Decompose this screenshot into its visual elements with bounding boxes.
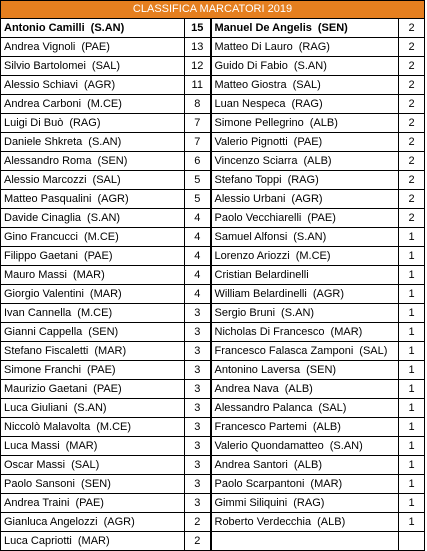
table-row — [1, 266, 425, 285]
team-code: (SEN) — [317, 22, 348, 34]
table-row — [1, 209, 425, 228]
team-code: (AGR) — [97, 193, 129, 205]
right-goals-cell: 1 — [399, 304, 425, 323]
left-scorer-name-cell — [1, 114, 185, 133]
player-name: Giorgio Valentini — [4, 288, 84, 300]
player-name: Valerio Pignotti — [214, 136, 288, 148]
team-code: (PAE) — [307, 212, 336, 224]
right-goals-cell: 2 — [399, 171, 425, 190]
team-code: (SAL) — [91, 60, 121, 72]
left-scorer-name-cell — [1, 456, 185, 475]
team-code: (AGR) — [291, 193, 323, 205]
team-code: (S.AN) — [90, 22, 125, 34]
player-name: Matteo Giostra — [214, 79, 287, 91]
player-name: Paolo Scarpantoni — [214, 478, 305, 490]
left-goals-cell: 4 — [185, 266, 211, 285]
player-name: Manuel De Angelis — [214, 22, 312, 34]
right-scorer-name-cell — [211, 133, 399, 152]
left-scorer-name-cell — [1, 38, 185, 57]
player-name: Alessio Marcozzi — [4, 174, 87, 186]
player-name: Luca Giuliani — [4, 402, 68, 414]
right-scorer-name-cell — [211, 304, 399, 323]
left-scorer-name-cell — [1, 57, 185, 76]
team-code: (M.CE) — [87, 98, 122, 110]
team-code: (SAL) — [92, 174, 121, 186]
table-row — [1, 418, 425, 437]
left-scorer-name-cell — [1, 532, 185, 551]
right-goals-cell: 1 — [399, 494, 425, 513]
right-scorer-name-cell — [211, 323, 399, 342]
player-name: Luca Capriotti — [4, 535, 72, 547]
player-name: Oscar Massi — [4, 459, 66, 471]
table-row — [1, 114, 425, 133]
player-name: Alessio Urbani — [214, 193, 286, 205]
left-scorer-name-cell — [1, 95, 185, 114]
player-name: Gianni Cappella — [4, 326, 83, 338]
team-code: (ALB) — [303, 155, 332, 167]
right-goals-cell: 2 — [399, 133, 425, 152]
right-goals-cell: 1 — [399, 418, 425, 437]
player-name: Valerio Quondamatteo — [214, 440, 324, 452]
left-goals-cell: 7 — [185, 114, 211, 133]
team-code: (MAR) — [330, 326, 363, 338]
team-code: (PAE) — [293, 136, 323, 148]
table-row — [1, 513, 425, 532]
team-code: (PAE) — [81, 41, 110, 53]
left-goals-cell: 8 — [185, 95, 211, 114]
left-scorer-name-cell — [1, 475, 185, 494]
player-name: Antonino Laversa — [214, 364, 301, 376]
table-row — [1, 361, 425, 380]
team-code: (MAR) — [65, 440, 98, 452]
right-scorer-name-cell — [211, 190, 399, 209]
team-code: (MAR) — [77, 535, 110, 547]
player-name: Luan Nespeca — [214, 98, 286, 110]
team-code: (AGR) — [312, 288, 344, 300]
table-row — [1, 285, 425, 304]
left-goals-cell: 3 — [185, 475, 211, 494]
team-code: (SAL) — [292, 79, 321, 91]
right-goals-cell: 1 — [399, 247, 425, 266]
right-goals-cell: 2 — [399, 114, 425, 133]
player-name: Andrea Vignoli — [4, 41, 76, 53]
table-row — [1, 342, 425, 361]
table-row — [1, 133, 425, 152]
team-code: (PAE) — [75, 497, 104, 509]
player-name: Cristian Belardinelli — [214, 269, 309, 281]
left-scorer-name-cell — [1, 228, 185, 247]
right-goals-cell: 2 — [399, 57, 425, 76]
team-code: (S.AN) — [281, 307, 315, 319]
player-name: Andrea Carboni — [4, 98, 82, 110]
team-code: (PAE) — [87, 364, 116, 376]
left-goals-cell: 3 — [185, 494, 211, 513]
left-scorer-name-cell — [1, 171, 185, 190]
player-name: Andrea Traini — [4, 497, 70, 509]
team-code: (RAG) — [293, 497, 325, 509]
right-goals-cell: 2 — [399, 209, 425, 228]
team-code: (S.AN) — [293, 60, 327, 72]
team-code: (M.CE) — [295, 250, 331, 262]
right-goals-cell: 2 — [399, 38, 425, 57]
table-row — [1, 38, 425, 57]
team-code: (RAG) — [291, 98, 323, 110]
team-code: (ALB) — [293, 459, 323, 471]
right-goals-cell: 2 — [399, 190, 425, 209]
right-goals-cell: 1 — [399, 399, 425, 418]
left-goals-cell: 3 — [185, 304, 211, 323]
right-scorer-name-cell — [211, 437, 399, 456]
left-goals-cell: 3 — [185, 418, 211, 437]
left-goals-cell: 11 — [185, 76, 211, 95]
team-code: (RAG) — [287, 174, 319, 186]
left-scorer-name-cell — [1, 418, 185, 437]
right-goals-cell: 2 — [399, 95, 425, 114]
team-code: (RAG) — [69, 117, 101, 129]
player-name: Gianluca Angelozzi — [4, 516, 98, 528]
right-scorer-name-cell — [211, 494, 399, 513]
right-scorer-name-cell — [211, 266, 399, 285]
team-code: (ALB) — [309, 117, 338, 129]
left-scorer-name-cell — [1, 380, 185, 399]
player-name: Niccolò Malavolta — [4, 421, 91, 433]
right-scorer-name-cell — [211, 171, 399, 190]
team-code: (SEN) — [97, 155, 128, 167]
right-goals-cell: 1 — [399, 380, 425, 399]
player-name: Filippo Gaetani — [4, 250, 78, 262]
left-scorer-name-cell — [1, 494, 185, 513]
left-goals-cell: 3 — [185, 437, 211, 456]
right-goals-cell: 2 — [399, 19, 425, 38]
player-name: Gino Francucci — [4, 231, 78, 243]
right-goals-cell: 1 — [399, 475, 425, 494]
player-name: Samuel Alfonsi — [214, 231, 288, 243]
right-scorer-name-cell — [211, 38, 399, 57]
right-goals-cell: 1 — [399, 437, 425, 456]
right-goals-cell: 1 — [399, 361, 425, 380]
team-code: (AGR) — [103, 516, 135, 528]
left-scorer-name-cell — [1, 190, 185, 209]
left-scorer-name-cell — [1, 266, 185, 285]
table-row — [1, 380, 425, 399]
left-goals-cell: 3 — [185, 399, 211, 418]
player-name: Paolo Vecchiarelli — [214, 212, 302, 224]
player-name: Simone Pellegrino — [214, 117, 304, 129]
left-goals-cell: 2 — [185, 513, 211, 532]
left-goals-cell: 15 — [185, 19, 211, 38]
team-code: (SEN) — [88, 326, 119, 338]
left-goals-cell: 4 — [185, 209, 211, 228]
player-name: Luca Massi — [4, 440, 60, 452]
player-name: Silvio Bartolomei — [4, 60, 86, 72]
left-scorer-name-cell — [1, 323, 185, 342]
team-code: (S.AN) — [73, 402, 107, 414]
team-code: (SAL) — [71, 459, 100, 471]
team-code: (S.AN) — [88, 136, 122, 148]
team-code: (SAL) — [318, 402, 347, 414]
player-name: Luigi Di Buò — [4, 117, 64, 129]
right-scorer-name-cell — [211, 228, 399, 247]
player-name: Stefano Toppi — [214, 174, 282, 186]
left-scorer-name-cell — [1, 285, 185, 304]
right-scorer-name-cell — [211, 285, 399, 304]
right-goals-cell: 1 — [399, 342, 425, 361]
table-row — [1, 19, 425, 38]
right-goals-cell: 2 — [399, 76, 425, 95]
right-scorer-name-cell — [211, 532, 399, 551]
team-code: (S.AN) — [87, 212, 121, 224]
table-row — [1, 304, 425, 323]
player-name: Maurizio Gaetani — [4, 383, 88, 395]
team-code: (SAL) — [359, 345, 388, 357]
right-goals-cell: 1 — [399, 323, 425, 342]
left-goals-cell: 3 — [185, 342, 211, 361]
right-scorer-name-cell — [211, 247, 399, 266]
table-row — [1, 152, 425, 171]
player-name: Roberto Verdecchia — [214, 516, 312, 528]
right-scorer-name-cell — [211, 209, 399, 228]
player-name: Daniele Shkreta — [4, 136, 83, 148]
team-code: (AGR) — [83, 79, 116, 91]
table-row — [1, 76, 425, 95]
right-scorer-name-cell — [211, 380, 399, 399]
right-scorer-name-cell — [211, 95, 399, 114]
left-scorer-name-cell — [1, 437, 185, 456]
left-goals-cell: 2 — [185, 532, 211, 551]
table-row — [1, 57, 425, 76]
team-code: (M.CE) — [77, 307, 113, 319]
player-name: Gimmi Siliquini — [214, 497, 288, 509]
player-name: Mauro Massi — [4, 269, 67, 281]
right-goals-cell: 1 — [399, 228, 425, 247]
left-goals-cell: 13 — [185, 38, 211, 57]
left-goals-cell: 4 — [185, 228, 211, 247]
team-code: (M.CE) — [96, 421, 132, 433]
table-row — [1, 171, 425, 190]
left-goals-cell: 12 — [185, 57, 211, 76]
left-goals-cell: 4 — [185, 285, 211, 304]
right-goals-cell: 1 — [399, 266, 425, 285]
team-code: (M.CE) — [83, 231, 119, 243]
player-name: Matteo Di Lauro — [214, 41, 293, 53]
table-row — [1, 399, 425, 418]
right-scorer-name-cell — [211, 342, 399, 361]
player-name: Guido Di Fabio — [214, 60, 288, 72]
table-row — [1, 456, 425, 475]
right-scorer-name-cell — [211, 76, 399, 95]
player-name: Alessandro Palanca — [214, 402, 313, 414]
right-scorer-name-cell — [211, 456, 399, 475]
team-code: (SEN) — [306, 364, 337, 376]
right-scorer-name-cell — [211, 19, 399, 38]
left-scorer-name-cell — [1, 152, 185, 171]
left-goals-cell: 5 — [185, 171, 211, 190]
right-goals-cell: 1 — [399, 285, 425, 304]
left-goals-cell: 3 — [185, 456, 211, 475]
table-row — [1, 532, 425, 551]
team-code: (MAR) — [72, 269, 105, 281]
right-scorer-name-cell — [211, 475, 399, 494]
left-goals-cell: 6 — [185, 152, 211, 171]
table-row — [1, 437, 425, 456]
right-goals-cell — [399, 532, 425, 551]
right-goals-cell: 1 — [399, 513, 425, 532]
left-scorer-name-cell — [1, 361, 185, 380]
player-name: Matteo Pasqualini — [4, 193, 92, 205]
left-scorer-name-cell — [1, 399, 185, 418]
left-goals-cell: 3 — [185, 323, 211, 342]
team-code: (MAR) — [89, 288, 122, 300]
left-scorer-name-cell — [1, 513, 185, 532]
player-name: Nicholas Di Francesco — [214, 326, 325, 338]
left-scorer-name-cell — [1, 247, 185, 266]
team-code: (ALB) — [317, 516, 346, 528]
team-code: (MAR) — [94, 345, 127, 357]
player-name: Andrea Nava — [214, 383, 279, 395]
left-scorer-name-cell — [1, 304, 185, 323]
team-code: (S.AN) — [329, 440, 363, 452]
player-name: Lorenzo Ariozzi — [214, 250, 290, 262]
table-row — [1, 95, 425, 114]
right-scorer-name-cell — [211, 399, 399, 418]
left-scorer-name-cell — [1, 19, 185, 38]
table-row — [1, 494, 425, 513]
team-code: (PAE) — [93, 383, 122, 395]
left-scorer-name-cell — [1, 209, 185, 228]
player-name: Francesco Falasca Zamponi — [214, 345, 354, 357]
player-name: Francesco Partemi — [214, 421, 307, 433]
left-goals-cell: 4 — [185, 247, 211, 266]
left-goals-cell: 7 — [185, 133, 211, 152]
player-name: William Belardinelli — [214, 288, 307, 300]
team-code: (PAE) — [84, 250, 113, 262]
table-row — [1, 247, 425, 266]
table-row — [1, 190, 425, 209]
table-row — [1, 323, 425, 342]
player-name: Paolo Sansoni — [4, 478, 75, 490]
player-name: Alessio Schiavi — [4, 79, 78, 91]
player-name: Alessandro Roma — [4, 155, 92, 167]
left-scorer-name-cell — [1, 133, 185, 152]
team-code: (MAR) — [310, 478, 343, 490]
team-code: (SEN) — [80, 478, 111, 490]
player-name: Sergio Bruni — [214, 307, 276, 319]
table-title: CLASSIFICA MARCATORI 2019 — [1, 1, 425, 19]
right-scorer-name-cell — [211, 114, 399, 133]
player-name: Andrea Santori — [214, 459, 288, 471]
right-scorer-name-cell — [211, 513, 399, 532]
table-row — [1, 228, 425, 247]
table-row — [1, 475, 425, 494]
right-scorer-name-cell — [211, 361, 399, 380]
left-goals-cell: 3 — [185, 380, 211, 399]
left-scorer-name-cell — [1, 76, 185, 95]
team-code: (S.AN) — [293, 231, 327, 243]
right-goals-cell: 2 — [399, 152, 425, 171]
player-name: Stefano Fiscaletti — [4, 345, 89, 357]
right-scorer-name-cell — [211, 57, 399, 76]
player-name: Ivan Cannella — [4, 307, 72, 319]
right-scorer-name-cell — [211, 152, 399, 171]
player-name: Simone Franchi — [4, 364, 82, 376]
left-scorer-name-cell — [1, 342, 185, 361]
left-goals-cell: 3 — [185, 361, 211, 380]
left-goals-cell: 5 — [185, 190, 211, 209]
player-name: Antonio Camilli — [4, 22, 85, 34]
team-code: (ALB) — [312, 421, 341, 433]
player-name: Vincenzo Sciarra — [214, 155, 298, 167]
right-scorer-name-cell — [211, 418, 399, 437]
team-code: (ALB) — [284, 383, 313, 395]
player-name: Davide Cinaglia — [4, 212, 82, 224]
right-goals-cell: 1 — [399, 456, 425, 475]
team-code: (RAG) — [298, 41, 330, 53]
